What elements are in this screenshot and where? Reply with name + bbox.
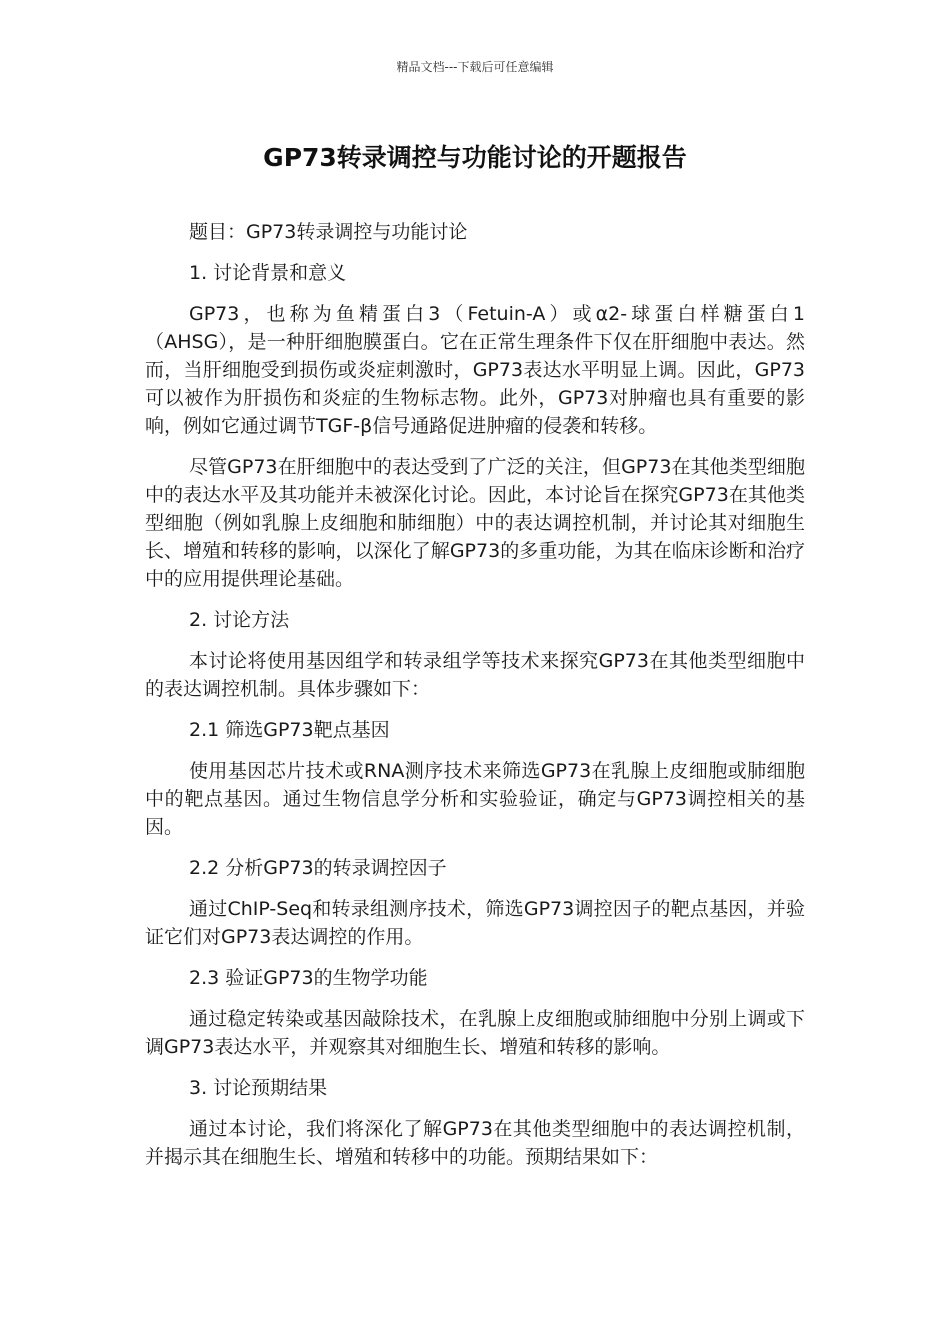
section-heading-methods: 2. 讨论方法 xyxy=(189,609,290,631)
page-header-watermark: 精品文档---下载后可任意编辑 xyxy=(396,60,554,74)
paragraph-gp73-intro: GP73，也称为鱼精蛋白3（Fetuin-A）或α2-球蛋白样糖蛋白1（AHSG），是一种肝细胞膜蛋白。它在正常生理条件下仅在肝细胞中表达。然而，当肝细胞受到损伤或炎症刺激时，GP73表达水平明显上调。因此，GP73可以被作为肝损伤和炎症的生物标志物。此外，GP73对肿瘤也具有重要的影响，例如它通过调节TGF-β信号通路促进肿瘤的侵袭和转移。 xyxy=(145,303,805,437)
document-body xyxy=(145,218,805,1184)
paragraph-transcription-factors: 通过ChIP-Seq和转录组测序技术，筛选GP73调控因子的靶点基因，并验证它们对GP73表达调控的作用。 xyxy=(145,898,805,948)
section-heading-expected-results: 3. 讨论预期结果 xyxy=(189,1077,328,1099)
paragraph-target-genes: 使用基因芯片技术或RNA测序技术来筛选GP73在乳腺上皮细胞或肺细胞中的靶点基因。通过生物信息学分析和实验验证，确定与GP73调控相关的基因。 xyxy=(145,760,805,838)
subsection-heading-2-3: 2.3 验证GP73的生物学功能 xyxy=(189,967,428,989)
document-title: GP73转录调控与功能讨论的开题报告 xyxy=(263,143,687,172)
paragraph-methods-overview: 本讨论将使用基因组学和转录组学等技术来探究GP73在其他类型细胞中的表达调控机制。具体步骤如下： xyxy=(145,650,805,700)
subsection-heading-2-2: 2.2 分析GP73的转录调控因子 xyxy=(189,857,447,879)
paragraph-expected-results: 通过本讨论，我们将深化了解GP73在其他类型细胞中的表达调控机制，并揭示其在细胞生长、增殖和转移中的功能。预期结果如下： xyxy=(145,1118,805,1168)
paragraph-research-aim: 尽管GP73在肝细胞中的表达受到了广泛的关注，但GP73在其他类型细胞中的表达水平及其功能并未被深化讨论。因此，本讨论旨在探究GP73在其他类型细胞（例如乳腺上皮细胞和肺细胞）中的表达调控机制，并讨论其对细胞生长、增殖和转移的影响，以深化了解GP73的多重功能，为其在临床诊断和治疗中的应用提供理论基础。 xyxy=(145,456,805,590)
paragraph-biological-function: 通过稳定转染或基因敲除技术，在乳腺上皮细胞或肺细胞中分别上调或下调GP73表达水平，并观察其对细胞生长、增殖和转移的影响。 xyxy=(145,1008,805,1058)
subsection-heading-2-1: 2.1 筛选GP73靶点基因 xyxy=(189,719,390,741)
topic-line: 题目：GP73转录调控与功能讨论 xyxy=(189,221,468,243)
section-heading-background: 1. 讨论背景和意义 xyxy=(189,262,347,284)
